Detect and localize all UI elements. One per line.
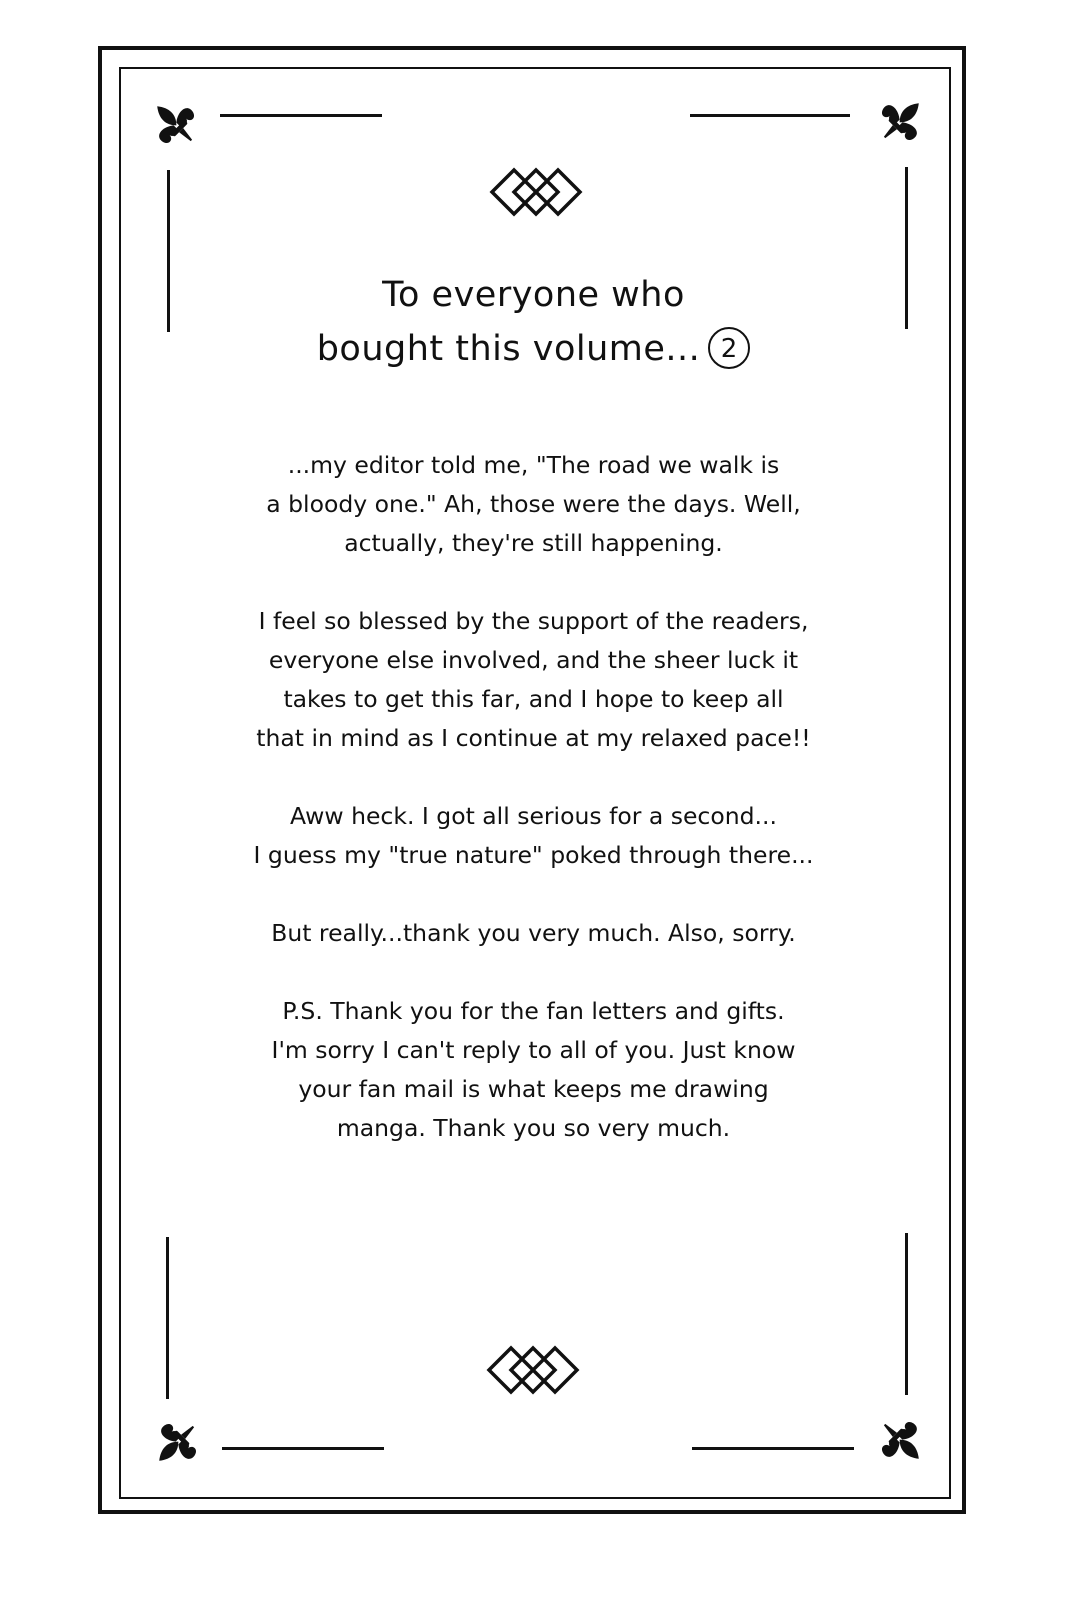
text-line: your fan mail is what keeps me drawing (298, 1075, 769, 1103)
fleur-de-lis-icon (146, 95, 204, 153)
paragraph-5 (190, 992, 877, 1148)
top-right-vertical-rule (905, 167, 908, 329)
text-line: ...my editor told me, "The road we walk is (287, 451, 780, 479)
paragraph-3 (190, 797, 877, 875)
text-line: Aww heck. I got all serious for a second... (290, 802, 777, 830)
top-left-rule (220, 114, 382, 117)
fleur-de-lis-icon (872, 1412, 930, 1470)
title-line-1: To everyone who (382, 275, 685, 315)
text-line: takes to get this far, and I hope to keep all (283, 685, 784, 713)
text-line: that in mind as I continue at my relaxed pace!! (256, 724, 811, 752)
text-line: I guess my "true nature" poked through there... (253, 841, 814, 869)
text-line: But really...thank you very much. Also, sorry. (271, 919, 796, 947)
text-line: everyone else involved, and the sheer luck it (268, 646, 799, 674)
diamond-ornament-icon (488, 166, 584, 218)
paragraph-1 (190, 446, 877, 563)
fleur-de-lis-icon (148, 1414, 206, 1472)
paragraph-2 (190, 602, 877, 758)
top-left-vertical-rule (167, 170, 170, 332)
volume-number-circle: 2 (708, 327, 750, 369)
title-line-2-text: bought this volume... (316, 329, 701, 369)
bottom-left-vertical-rule (166, 1237, 169, 1399)
diamond-ornament-icon (485, 1344, 581, 1396)
bottom-right-vertical-rule (905, 1233, 908, 1395)
paragraph-4 (190, 914, 877, 953)
text-line: actually, they're still happening. (344, 529, 723, 557)
top-right-rule (690, 114, 850, 117)
text-line: P.S. Thank you for the fan letters and gifts. (282, 997, 785, 1025)
fleur-de-lis-icon (872, 92, 930, 150)
text-line: manga. Thank you so very much. (336, 1114, 731, 1142)
message-body (190, 446, 877, 1187)
text-line: a bloody one." Ah, those were the days. Well, (266, 490, 801, 518)
page-title (200, 268, 867, 376)
text-line: I'm sorry I can't reply to all of you. Just know (271, 1036, 796, 1064)
title-line-2 (200, 322, 867, 376)
bottom-left-rule (222, 1447, 384, 1450)
bottom-right-rule (692, 1447, 854, 1450)
text-line: I feel so blessed by the support of the readers, (258, 607, 809, 635)
